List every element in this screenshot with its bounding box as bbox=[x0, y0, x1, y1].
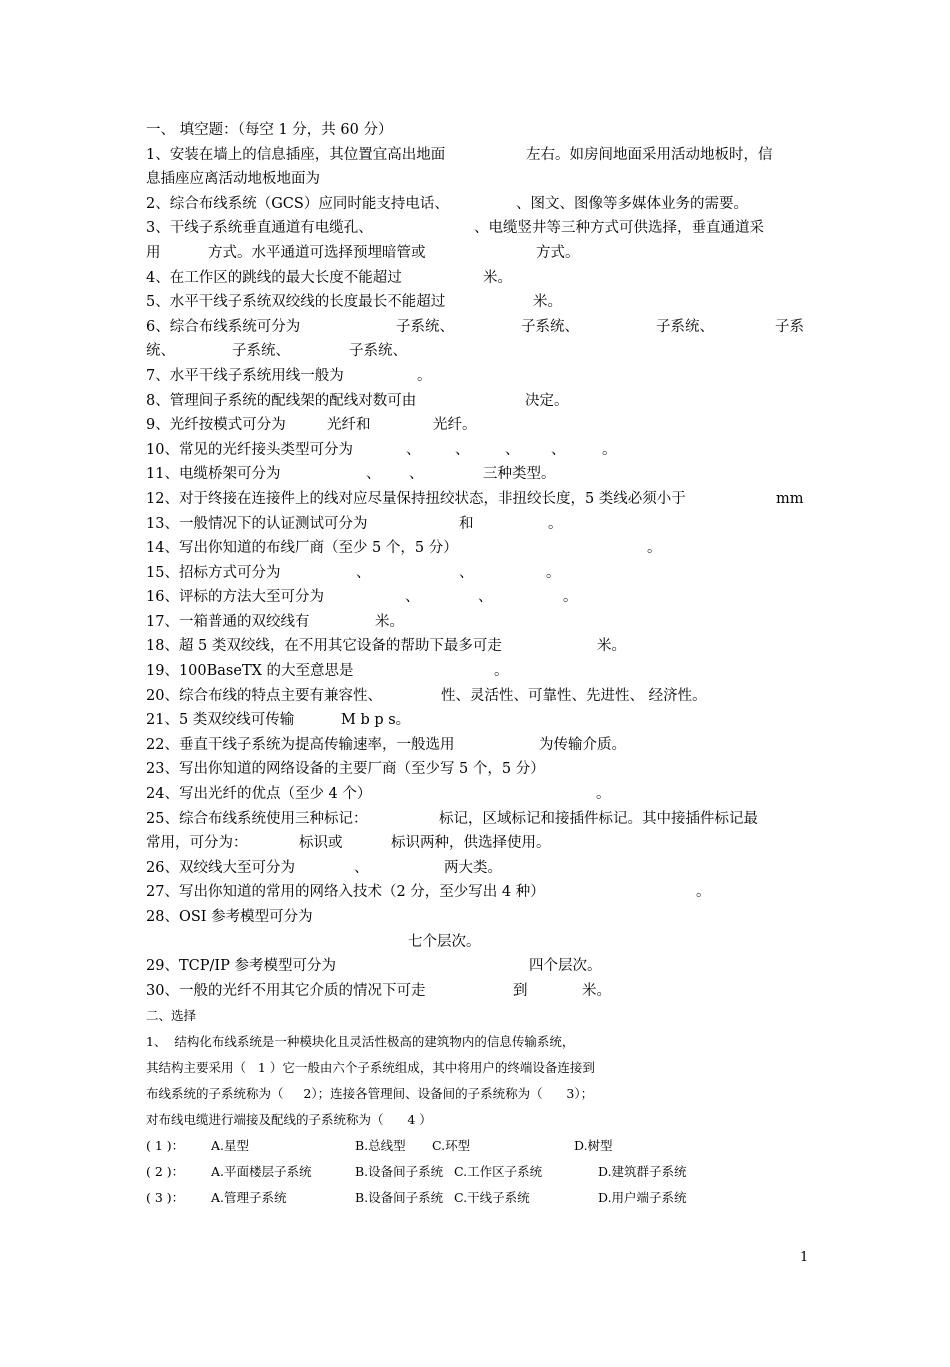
q-text: 。 bbox=[494, 663, 509, 680]
question-11 bbox=[146, 462, 808, 487]
q-text: 16、评标的方法大至可分为 bbox=[146, 589, 324, 606]
q-text: 米。 bbox=[582, 982, 611, 999]
question-6 bbox=[146, 315, 808, 340]
q-text: 息插座应离活动地板地面为 bbox=[146, 171, 320, 188]
q-text: 27、写出你知道的常用的网络入技术（2 分，至少写出 4 种） bbox=[146, 884, 545, 901]
q-text: 、 bbox=[478, 589, 493, 606]
option-c: C.环型 bbox=[432, 1138, 471, 1154]
q-text: 七个层次。 bbox=[408, 933, 481, 950]
question-1 bbox=[146, 143, 808, 168]
page-number: 1 bbox=[800, 1250, 809, 1265]
question-19 bbox=[146, 659, 808, 684]
q-text: 子系统、 bbox=[232, 343, 290, 360]
q-text: 7、水平干线子系统用线一般为 bbox=[146, 367, 344, 384]
q-text: 子系统、 bbox=[521, 318, 579, 335]
q-text: 23、写出你知道的网络设备的主要厂商（至少写 5 个，5 分） bbox=[146, 761, 545, 778]
q-text: 。 bbox=[546, 564, 561, 581]
q-text: 、图文、图像等多媒体业务的需要。 bbox=[516, 195, 748, 212]
question-6-cont bbox=[146, 339, 808, 364]
q-text: 15、招标方式可分为 bbox=[146, 564, 281, 581]
q-text: 6、综合布线系统可分为 bbox=[146, 318, 301, 335]
q-text: 1、安装在墙上的信息插座，其位置宜高出地面 bbox=[146, 146, 446, 163]
q-text: 方式。水平通道可选择预埋暗管或 bbox=[208, 244, 426, 261]
choice-stem: 1、 结构化布线系统是一种模块化且灵活性极高的建筑物内的信息传输系统， bbox=[146, 1034, 575, 1050]
choice-options-row bbox=[146, 1159, 808, 1185]
option-label: ( 2 )： bbox=[146, 1164, 185, 1180]
question-1-cont bbox=[146, 167, 808, 192]
question-9 bbox=[146, 413, 808, 438]
q-text: 5、水平干线子系统双绞线的长度最长不能超过 bbox=[146, 294, 446, 311]
option-a: A.星型 bbox=[211, 1138, 250, 1154]
question-22 bbox=[146, 733, 808, 758]
question-3-cont bbox=[146, 241, 808, 266]
choice-stem: 其结构主要采用（ 1 ）它一般由六个子系统组成，其中将用户的终端设备连接到 bbox=[146, 1060, 595, 1076]
choice-stem: 布线系统的子系统称为（ 2）；连接各管理间、设备间的子系统称为（ 3）； bbox=[146, 1086, 594, 1102]
question-21 bbox=[146, 708, 808, 733]
question-2 bbox=[146, 192, 808, 217]
q-text: 标识或 bbox=[299, 835, 343, 852]
choice-stem: 对布线电缆进行端接及配线的子系统称为（ 4 ） bbox=[146, 1112, 432, 1128]
q-text: 。 bbox=[647, 540, 662, 557]
q-text: 8、管理间子系统的配线架的配线对数可由 bbox=[146, 392, 417, 409]
q-text: 4、在工作区的跳线的最大长度不能超过 bbox=[146, 269, 402, 286]
q-text: 常用，可分为： bbox=[146, 835, 248, 852]
question-8 bbox=[146, 389, 808, 414]
question-14 bbox=[146, 536, 808, 561]
q-text: 26、双绞线大至可分为 bbox=[146, 859, 295, 876]
q-text: mm bbox=[776, 490, 804, 507]
option-label: ( 3 )： bbox=[146, 1190, 185, 1206]
q-text: 30、一般的光纤不用其它介质的情况下可走 bbox=[146, 982, 426, 999]
q-text: 25、综合布线系统使用三种标记： bbox=[146, 810, 368, 827]
q-text: 、 bbox=[505, 441, 520, 458]
q-text: 11、电缆桥架可分为 bbox=[146, 466, 281, 483]
choice-options-row bbox=[146, 1185, 808, 1211]
section-heading: 一、 填空题：（每空 1 分，共 60 分） bbox=[146, 122, 393, 138]
question-12 bbox=[146, 487, 808, 512]
q-text: 米。 bbox=[483, 269, 512, 286]
option-a: A.平面楼层子系统 bbox=[211, 1164, 312, 1180]
q-text: 29、TCP/IP 参考模型可分为 bbox=[146, 958, 336, 975]
q-text: 、 bbox=[354, 859, 369, 876]
q-text: 光纤。 bbox=[433, 417, 477, 434]
q-text: 方式。 bbox=[536, 244, 580, 261]
document-body bbox=[146, 118, 808, 1211]
q-text: 子系统、 bbox=[656, 318, 714, 335]
question-24 bbox=[146, 782, 808, 807]
q-text: 用 bbox=[146, 244, 161, 261]
q-text: 子系统、 bbox=[396, 318, 454, 335]
q-text: 14、写出你知道的布线厂商（至少 5 个，5 分） bbox=[146, 540, 458, 557]
option-a: A.管理子系统 bbox=[211, 1190, 287, 1206]
option-label: ( 1 )： bbox=[146, 1138, 185, 1154]
q-text: 9、光纤按模式可分为 bbox=[146, 417, 286, 434]
q-text: 四个层次。 bbox=[529, 958, 602, 975]
q-text: 和 bbox=[459, 515, 474, 532]
q-text: 子系统、 bbox=[349, 343, 407, 360]
option-c: C.干线子系统 bbox=[454, 1190, 530, 1206]
choice-heading: 二、选择 bbox=[146, 1008, 197, 1024]
q-text: 统、 bbox=[146, 343, 175, 360]
question-28-cont bbox=[146, 930, 808, 955]
q-text: 、 bbox=[366, 466, 381, 483]
q-text: 米。 bbox=[597, 638, 626, 655]
q-text: 。 bbox=[563, 589, 578, 606]
q-text: 17、一箱普通的双绞线有 bbox=[146, 613, 310, 630]
q-text: 12、对于终接在连接件上的线对应尽量保持扭绞状态，非扭绞长度，5 类线必须小于 bbox=[146, 490, 686, 507]
q-text: 3、干线子系统垂直通道有电缆孔、 bbox=[146, 220, 373, 237]
option-b: B.设备间子系统 bbox=[355, 1164, 444, 1180]
q-text: 决定。 bbox=[525, 392, 569, 409]
q-text: 18、超 5 类双绞线，在不用其它设备的帮助下最多可走 bbox=[146, 638, 502, 655]
question-7 bbox=[146, 364, 808, 389]
q-text: 米。 bbox=[375, 613, 404, 630]
question-10 bbox=[146, 438, 808, 463]
q-text: 标记，区域标记和接插件标记。其中接插件标记最 bbox=[439, 810, 758, 827]
option-c: C.工作区子系统 bbox=[454, 1164, 543, 1180]
question-26 bbox=[146, 856, 808, 881]
q-text: 两大类。 bbox=[444, 859, 502, 876]
q-text: 21、5 类双绞线可传输 bbox=[146, 712, 295, 729]
question-30 bbox=[146, 979, 808, 1004]
q-text: 28、OSI 参考模型可分为 bbox=[146, 909, 313, 925]
q-text: 22、垂直干线子系统为提高传输速率，一般选用 bbox=[146, 736, 455, 753]
q-text: 为传输介质。 bbox=[539, 736, 626, 753]
question-4 bbox=[146, 266, 808, 291]
q-text: 24、写出光纤的优点（至少 4 个） bbox=[146, 786, 372, 803]
q-text: 。 bbox=[602, 441, 617, 458]
q-text: 。 bbox=[696, 884, 711, 901]
question-13 bbox=[146, 512, 808, 537]
question-23 bbox=[146, 757, 808, 782]
option-b: B.设备间子系统 bbox=[355, 1190, 444, 1206]
question-5 bbox=[146, 290, 808, 315]
question-27 bbox=[146, 880, 808, 905]
q-text: 子系 bbox=[775, 318, 804, 335]
q-text: 13、一般情况下的认证测试可分为 bbox=[146, 515, 368, 532]
question-17 bbox=[146, 610, 808, 635]
question-25-cont bbox=[146, 831, 808, 856]
q-text: 10、常见的光纤接头类型可分为 bbox=[146, 441, 353, 458]
q-text: 、 bbox=[356, 564, 371, 581]
q-text: 、 bbox=[459, 564, 474, 581]
question-16 bbox=[146, 585, 808, 610]
q-text: 19、100BaseTX 的大至意思是 bbox=[146, 663, 354, 680]
question-25 bbox=[146, 807, 808, 832]
q-text: 。 bbox=[417, 367, 432, 384]
q-text: 。 bbox=[548, 515, 563, 532]
choice-options-row bbox=[146, 1133, 808, 1159]
question-18 bbox=[146, 634, 808, 659]
question-28 bbox=[146, 905, 808, 930]
q-text: 2、综合布线系统（GCS）应同时能支持电话、 bbox=[146, 195, 449, 212]
q-text: 20、综合布线的特点主要有兼容性、 bbox=[146, 687, 382, 704]
question-3 bbox=[146, 216, 808, 241]
option-d: D.用户端子系统 bbox=[598, 1190, 687, 1206]
q-text: 。 bbox=[596, 786, 611, 803]
q-text: 三种类型。 bbox=[483, 466, 556, 483]
q-text: 、 bbox=[405, 589, 420, 606]
q-text: 、 bbox=[409, 466, 424, 483]
q-text: 到 bbox=[513, 982, 528, 999]
question-15 bbox=[146, 561, 808, 586]
q-text: M b p s。 bbox=[341, 712, 411, 729]
question-29 bbox=[146, 954, 808, 979]
q-text: 光纤和 bbox=[327, 417, 371, 434]
q-text: 、 bbox=[406, 441, 421, 458]
q-text: 、 bbox=[551, 441, 566, 458]
q-text: 性、灵活性、可靠性、先进性、 经济性。 bbox=[441, 687, 707, 704]
option-d: D.建筑群子系统 bbox=[598, 1164, 687, 1180]
q-text: 米。 bbox=[533, 294, 562, 311]
question-20 bbox=[146, 684, 808, 709]
q-text: 左右。如房间地面采用活动地板时，信 bbox=[526, 146, 773, 163]
q-text: 、电缆竖井等三种方式可供选择，垂直通道采 bbox=[474, 220, 764, 237]
option-d: D.树型 bbox=[574, 1138, 613, 1154]
q-text: 、 bbox=[455, 441, 470, 458]
option-b: B.总线型 bbox=[355, 1138, 406, 1154]
q-text: 标识两种，供选择使用。 bbox=[391, 835, 551, 852]
